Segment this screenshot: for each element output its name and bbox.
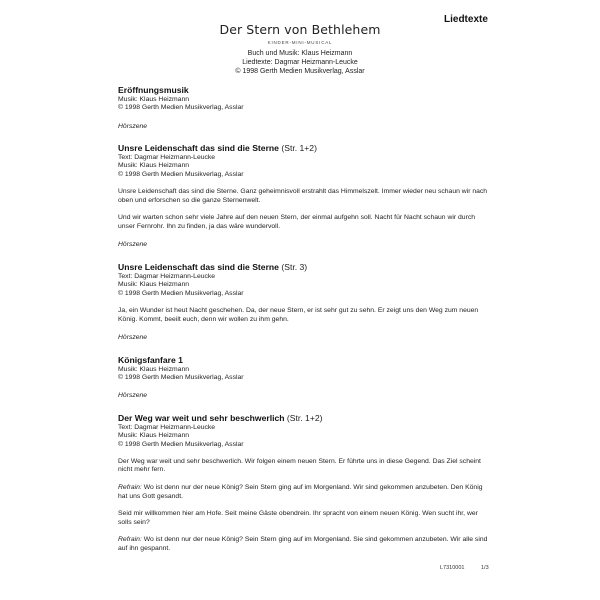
document-title: Der Stern von Bethlehem bbox=[219, 22, 381, 37]
strophe-label: (Str. 3) bbox=[281, 262, 308, 273]
scene-label: Hörszene bbox=[118, 392, 148, 400]
section-title-text: Unsre Leidenschaft das sind die Sterne bbox=[118, 143, 279, 154]
section-title bbox=[118, 262, 490, 273]
credit-line: Buch und Musik: Klaus Heizmann bbox=[247, 50, 353, 57]
section-title bbox=[118, 143, 490, 154]
refrain-paragraph bbox=[118, 484, 490, 501]
refrain-label: Refrain: bbox=[118, 483, 142, 491]
document-content bbox=[118, 85, 490, 554]
section-leidenschaft-3 bbox=[118, 262, 490, 343]
refrain-paragraph bbox=[118, 536, 490, 553]
section-meta: Text: Dagmar Heizmann-Leucke bbox=[118, 423, 216, 431]
refrain-text: Wo ist denn nur der neue König? Sein Stern ging auf im Morgenland. Wir sind gekommen anzubeten. Den König hat uns Gott gesandt. bbox=[118, 483, 483, 500]
strophe-label: (Str. 1+2) bbox=[286, 412, 323, 423]
section-meta: © 1998 Gerth Medien Musikverlag, Asslar bbox=[118, 104, 244, 112]
section-title bbox=[118, 413, 490, 424]
section-meta: Musik: Klaus Heizmann bbox=[118, 432, 190, 440]
section-meta: © 1998 Gerth Medien Musikverlag, Asslar bbox=[118, 170, 244, 178]
scene-label: Hörszene bbox=[118, 122, 148, 130]
refrain-label: Refrain: bbox=[118, 536, 142, 544]
section-meta: Musik: Klaus Heizmann bbox=[118, 365, 190, 373]
section-title bbox=[118, 355, 490, 366]
refrain-text: Wo ist denn nur der neue König? Sein Stern ging auf im Morgenland. Sie sind gekommen anzubeten. Wir alle sind auf ihn gespannt. bbox=[118, 536, 488, 552]
document-code: L7310001 bbox=[440, 565, 465, 571]
section-meta: Musik: Klaus Heizmann bbox=[118, 162, 190, 170]
section-koenigsfanfare bbox=[118, 355, 490, 401]
credit-line: Liedtexte: Dagmar Heizmann-Leucke bbox=[242, 59, 358, 67]
corner-label: Liedtexte bbox=[444, 14, 488, 25]
page-number: 1/3 bbox=[481, 565, 489, 571]
section-eroeffnungsmusik bbox=[118, 85, 490, 131]
section-title-text: Der Weg war weit und sehr beschwerlich bbox=[118, 412, 285, 423]
document-subtitle: KINDER-MINI-MUSICAL bbox=[267, 40, 333, 45]
section-meta: Text: Dagmar Heizmann-Leucke bbox=[118, 273, 216, 281]
document-header bbox=[200, 22, 400, 77]
credit-line: © 1998 Gerth Medien Musikverlag, Asslar bbox=[235, 68, 365, 76]
lyrics-paragraph: Ja, ein Wunder ist heut Nacht geschehen. Da, der neue Stern, er ist sehr gut zu sehn. Er zeigt uns den Weg zum neuen König. Kommt, beeilt euch, denn wir wollen zu ihm gehn. bbox=[118, 306, 479, 323]
section-title-text: Eröffnungsmusik bbox=[118, 85, 189, 95]
scene-label: Hörszene bbox=[118, 334, 148, 342]
section-meta: © 1998 Gerth Medien Musikverlag, Asslar bbox=[118, 289, 244, 297]
lyrics-paragraph: Unsre Leidenschaft das sind die Sterne. Ganz geheimnisvoll erstrahlt das Himmelszelt. Immer wieder neu schaun wir nach oben und erforschen so die ganze Sternenwelt. bbox=[118, 188, 488, 204]
section-meta: Musik: Klaus Heizmann bbox=[118, 281, 190, 289]
section-title-text: Unsre Leidenschaft das sind die Sterne bbox=[118, 262, 279, 273]
lyrics-paragraph: Der Weg war weit und sehr beschwerlich. Wir folgen einem neuen Stern. Er führte uns in diese Gegend. Das Ziel scheint nicht mehr fern. bbox=[118, 457, 481, 474]
section-weg-war-weit bbox=[118, 413, 490, 554]
section-title bbox=[118, 85, 490, 96]
section-meta: © 1998 Gerth Medien Musikverlag, Asslar bbox=[118, 440, 244, 448]
scene-label: Hörszene bbox=[118, 241, 148, 249]
strophe-label: (Str. 1+2) bbox=[281, 143, 317, 154]
section-meta: © 1998 Gerth Medien Musikverlag, Asslar bbox=[118, 374, 244, 382]
section-meta: Text: Dagmar Heizmann-Leucke bbox=[118, 154, 216, 162]
lyrics-paragraph: Und wir warten schon sehr viele Jahre auf den neuen Stern, der einmal aufgehn soll. Nacht für Nacht schaun wir durch unser Fernrohr. Ihn zu finden, ja das wäre wundervoll. bbox=[118, 214, 476, 230]
section-title-text: Königsfanfare 1 bbox=[118, 354, 183, 365]
section-leidenschaft-1 bbox=[118, 143, 490, 250]
section-meta: Musik: Klaus Heizmann bbox=[118, 96, 190, 103]
lyrics-paragraph: Seid mir willkommen hier am Hofe. Seit meine Gäste obendrein. Ihr spracht von einem neuen König. Wen sucht ihr, wer solls sein? bbox=[118, 510, 478, 526]
